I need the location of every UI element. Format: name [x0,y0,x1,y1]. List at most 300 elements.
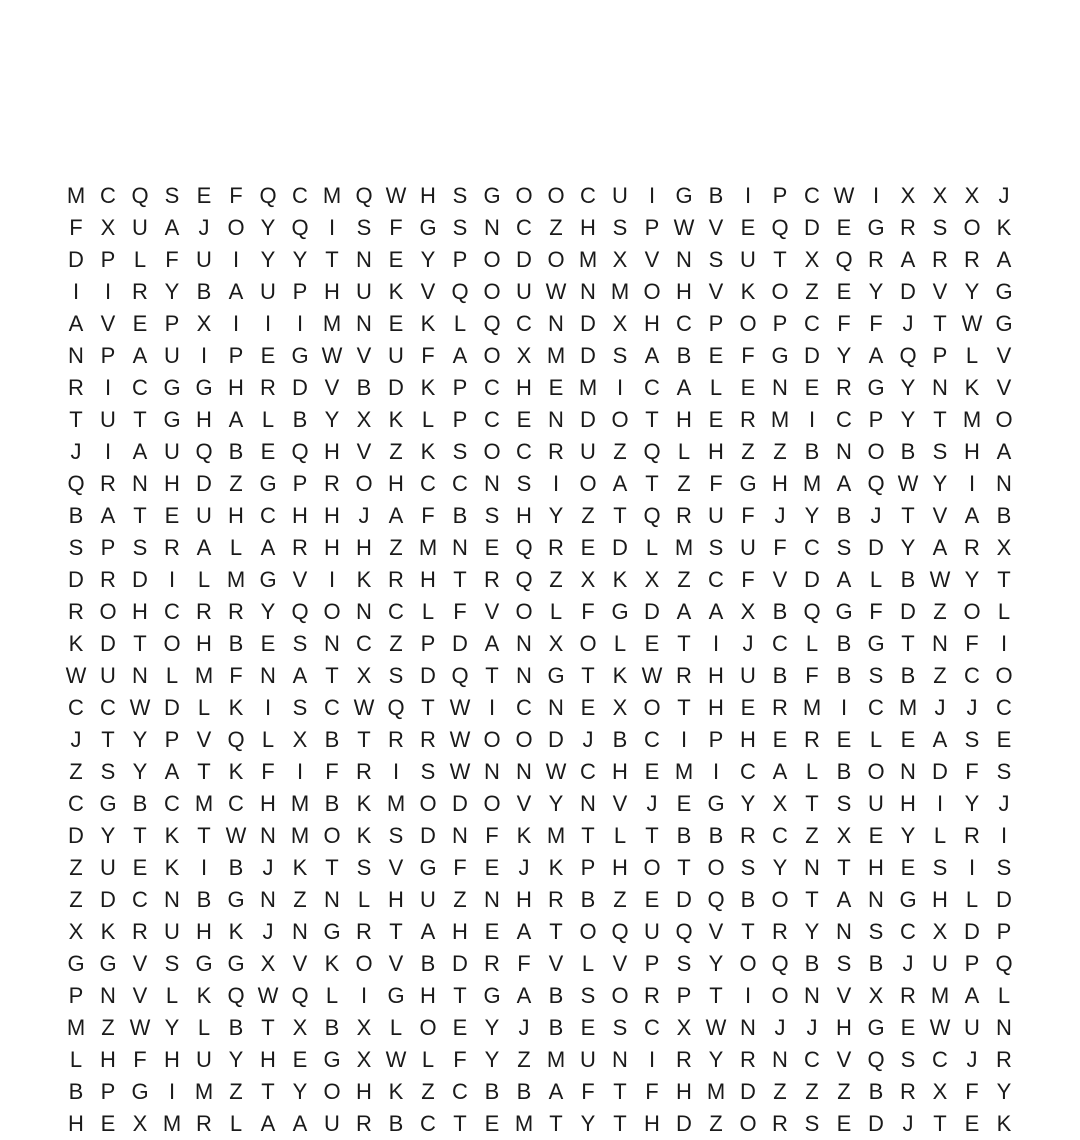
letter-cell[interactable]: A [996,439,1012,464]
letter-cell[interactable]: T [549,1111,563,1136]
letter-cell[interactable]: H [164,471,180,496]
letter-cell[interactable]: O [579,471,597,496]
letter-cell[interactable]: C [516,311,532,336]
letter-cell[interactable]: F [965,631,979,656]
letter-cell[interactable]: Y [164,1015,180,1040]
letter-cell[interactable]: F [517,951,531,976]
letter-cell[interactable]: Z [933,599,947,624]
letter-cell[interactable]: Q [771,215,789,240]
letter-cell[interactable]: E [580,1015,596,1040]
letter-cell[interactable]: T [133,631,147,656]
letter-cell[interactable]: L [389,1015,403,1040]
letter-cell[interactable]: B [548,1015,564,1040]
letter-cell[interactable]: Q [643,439,661,464]
letter-cell[interactable]: R [196,1111,212,1136]
letter-cell[interactable]: O [419,1015,437,1040]
letter-cell[interactable]: E [260,439,276,464]
letter-cell[interactable]: R [836,375,852,400]
letter-cell[interactable]: G [867,631,885,656]
letter-cell[interactable]: K [996,1111,1012,1136]
letter-cell[interactable]: S [452,183,468,208]
letter-cell[interactable]: S [932,439,948,464]
letter-cell[interactable]: J [998,791,1010,816]
letter-cell[interactable]: F [741,567,755,592]
letter-cell[interactable]: Z [837,1079,851,1104]
letter-cell[interactable]: U [100,663,116,688]
letter-cell[interactable]: Z [581,503,595,528]
letter-cell[interactable]: C [580,183,596,208]
letter-cell[interactable]: T [677,695,691,720]
letter-cell[interactable]: I [72,279,80,304]
letter-cell[interactable]: K [356,823,372,848]
letter-cell[interactable]: C [164,791,180,816]
letter-cell[interactable]: T [197,823,211,848]
letter-cell[interactable]: X [612,695,628,720]
letter-cell[interactable]: W [385,183,407,208]
letter-cell[interactable]: G [995,279,1013,304]
letter-cell[interactable]: A [548,1079,564,1104]
letter-cell[interactable]: H [676,1079,692,1104]
letter-cell[interactable]: F [453,855,467,880]
letter-cell[interactable]: J [806,1015,818,1040]
letter-cell[interactable]: E [836,727,852,752]
letter-cell[interactable]: C [68,695,84,720]
letter-cell[interactable]: T [645,407,659,432]
letter-cell[interactable]: T [709,983,723,1008]
letter-cell[interactable]: A [484,631,500,656]
letter-cell[interactable]: D [164,695,180,720]
letter-cell[interactable]: A [228,279,244,304]
letter-cell[interactable]: E [836,1111,852,1136]
letter-cell[interactable]: N [548,695,564,720]
letter-cell[interactable]: E [804,375,820,400]
letter-cell[interactable]: Z [389,631,403,656]
letter-cell[interactable]: Q [995,951,1013,976]
letter-cell[interactable]: C [356,631,372,656]
letter-cell[interactable]: H [132,599,148,624]
letter-cell[interactable]: T [613,1111,627,1136]
letter-cell[interactable]: S [900,1047,916,1072]
letter-cell[interactable]: J [518,855,530,880]
letter-cell[interactable]: E [644,631,660,656]
letter-cell[interactable]: H [324,503,340,528]
letter-cell[interactable]: X [356,407,372,432]
letter-cell[interactable]: K [420,439,436,464]
letter-cell[interactable]: X [932,183,948,208]
letter-cell[interactable]: I [200,855,208,880]
letter-cell[interactable]: Z [101,1015,115,1040]
letter-cell[interactable]: S [580,983,596,1008]
letter-cell[interactable]: X [836,823,852,848]
letter-cell[interactable]: R [548,887,564,912]
letter-cell[interactable]: A [932,727,948,752]
letter-cell[interactable]: U [100,407,116,432]
letter-cell[interactable]: T [613,1079,627,1104]
letter-cell[interactable]: W [705,1015,727,1040]
letter-cell[interactable]: L [421,407,435,432]
letter-cell[interactable]: V [356,343,372,368]
letter-cell[interactable]: N [676,247,692,272]
letter-cell[interactable]: D [100,631,116,656]
letter-cell[interactable]: Z [69,887,83,912]
letter-cell[interactable]: H [836,1015,852,1040]
letter-cell[interactable]: A [228,407,244,432]
letter-cell[interactable]: P [164,727,180,752]
letter-cell[interactable]: I [264,695,272,720]
letter-cell[interactable]: I [808,407,816,432]
letter-cell[interactable]: M [514,1111,534,1136]
letter-cell[interactable]: S [612,215,628,240]
letter-cell[interactable]: L [805,631,819,656]
letter-cell[interactable]: E [740,695,756,720]
letter-cell[interactable]: Z [389,439,403,464]
letter-cell[interactable]: C [996,695,1012,720]
letter-cell[interactable]: N [484,887,500,912]
letter-cell[interactable]: G [739,471,757,496]
letter-cell[interactable]: V [484,599,500,624]
letter-cell[interactable]: A [292,1111,308,1136]
letter-cell[interactable]: O [483,439,501,464]
letter-cell[interactable]: Q [515,535,533,560]
letter-cell[interactable]: E [388,247,404,272]
letter-cell[interactable]: N [548,311,564,336]
letter-cell[interactable]: T [261,1015,275,1040]
letter-cell[interactable]: D [452,951,468,976]
letter-cell[interactable]: P [452,375,468,400]
letter-cell[interactable]: A [164,759,180,784]
letter-cell[interactable]: B [772,599,788,624]
letter-cell[interactable]: X [196,311,212,336]
letter-cell[interactable]: Y [932,471,948,496]
letter-cell[interactable]: R [932,247,948,272]
letter-cell[interactable]: Y [484,1015,500,1040]
letter-cell[interactable]: S [868,663,884,688]
letter-cell[interactable]: B [612,727,628,752]
letter-cell[interactable]: Y [708,951,724,976]
letter-cell[interactable]: U [740,535,756,560]
letter-cell[interactable]: S [388,663,404,688]
letter-cell[interactable]: D [676,1111,692,1136]
letter-cell[interactable]: I [872,183,880,208]
letter-cell[interactable]: O [483,247,501,272]
letter-cell[interactable]: P [676,983,692,1008]
letter-cell[interactable]: C [516,439,532,464]
letter-cell[interactable]: Y [132,759,148,784]
letter-cell[interactable]: C [132,375,148,400]
letter-cell[interactable]: U [164,919,180,944]
letter-cell[interactable]: E [644,887,660,912]
letter-cell[interactable]: G [675,183,693,208]
letter-cell[interactable]: L [69,1047,83,1072]
letter-cell[interactable]: Z [69,759,83,784]
letter-cell[interactable]: E [836,215,852,240]
letter-cell[interactable]: N [580,279,596,304]
letter-cell[interactable]: M [770,407,790,432]
letter-cell[interactable]: R [292,535,308,560]
letter-cell[interactable]: Z [805,823,819,848]
letter-cell[interactable]: O [643,695,661,720]
letter-cell[interactable]: E [164,503,180,528]
letter-cell[interactable]: G [227,887,245,912]
letter-cell[interactable]: G [323,919,341,944]
letter-cell[interactable]: U [580,1047,596,1072]
letter-cell[interactable]: L [709,375,723,400]
letter-cell[interactable]: B [484,1079,500,1104]
letter-cell[interactable]: L [133,247,147,272]
letter-cell[interactable]: L [869,727,883,752]
letter-cell[interactable]: Z [773,439,787,464]
letter-cell[interactable]: V [996,375,1012,400]
letter-cell[interactable]: R [388,567,404,592]
letter-cell[interactable]: N [100,983,116,1008]
letter-cell[interactable]: T [453,567,467,592]
letter-cell[interactable]: R [132,279,148,304]
letter-cell[interactable]: Y [804,503,820,528]
letter-cell[interactable]: P [164,311,180,336]
letter-cell[interactable]: R [484,951,500,976]
letter-cell[interactable]: J [902,1111,914,1136]
letter-cell[interactable]: L [325,983,339,1008]
letter-cell[interactable]: E [484,855,500,880]
letter-cell[interactable]: D [804,567,820,592]
letter-cell[interactable]: S [132,535,148,560]
letter-cell[interactable]: O [611,407,629,432]
letter-cell[interactable]: O [995,663,1013,688]
letter-cell[interactable]: Z [677,567,691,592]
letter-cell[interactable]: Q [899,343,917,368]
letter-cell[interactable]: B [324,1015,340,1040]
letter-cell[interactable]: Q [835,247,853,272]
letter-cell[interactable]: R [676,1047,692,1072]
letter-cell[interactable]: E [292,1047,308,1072]
letter-cell[interactable]: C [324,695,340,720]
letter-cell[interactable]: K [228,919,244,944]
letter-cell[interactable]: O [995,407,1013,432]
letter-cell[interactable]: S [612,1015,628,1040]
letter-cell[interactable]: F [389,215,403,240]
letter-cell[interactable]: T [805,887,819,912]
letter-cell[interactable]: C [932,1047,948,1072]
letter-cell[interactable]: B [548,983,564,1008]
letter-cell[interactable]: K [100,919,116,944]
letter-cell[interactable]: L [197,695,211,720]
letter-cell[interactable]: C [516,695,532,720]
letter-cell[interactable]: U [164,343,180,368]
letter-cell[interactable]: I [1000,631,1008,656]
letter-cell[interactable]: M [194,1079,214,1104]
letter-cell[interactable]: H [196,919,212,944]
letter-cell[interactable]: U [932,951,948,976]
letter-cell[interactable]: H [196,407,212,432]
letter-cell[interactable]: U [100,855,116,880]
letter-cell[interactable]: Y [292,247,308,272]
letter-cell[interactable]: Z [453,887,467,912]
letter-cell[interactable]: A [836,471,852,496]
letter-cell[interactable]: H [708,695,724,720]
letter-cell[interactable]: A [516,983,532,1008]
letter-cell[interactable]: H [932,887,948,912]
letter-cell[interactable]: N [804,983,820,1008]
letter-cell[interactable]: R [228,599,244,624]
letter-cell[interactable]: R [740,823,756,848]
letter-cell[interactable]: O [483,343,501,368]
letter-cell[interactable]: P [996,919,1012,944]
letter-cell[interactable]: C [804,311,820,336]
letter-cell[interactable]: M [674,759,694,784]
letter-cell[interactable]: L [965,343,979,368]
letter-cell[interactable]: O [355,471,373,496]
letter-cell[interactable]: S [100,759,116,784]
letter-cell[interactable]: T [357,727,371,752]
letter-cell[interactable]: G [259,567,277,592]
letter-cell[interactable]: H [324,535,340,560]
letter-cell[interactable]: B [356,375,372,400]
letter-cell[interactable]: P [708,727,724,752]
letter-cell[interactable]: O [227,215,245,240]
letter-cell[interactable]: X [868,983,884,1008]
letter-cell[interactable]: A [68,311,84,336]
letter-cell[interactable]: V [836,1047,852,1072]
letter-cell[interactable]: X [612,311,628,336]
letter-cell[interactable]: V [708,919,724,944]
letter-cell[interactable]: E [548,375,564,400]
letter-cell[interactable]: Q [515,567,533,592]
letter-cell[interactable]: J [774,1015,786,1040]
letter-cell[interactable]: G [67,951,85,976]
letter-cell[interactable]: P [100,1079,116,1104]
letter-cell[interactable]: T [133,823,147,848]
letter-cell[interactable]: X [676,1015,692,1040]
letter-cell[interactable]: L [677,439,691,464]
letter-cell[interactable]: A [996,247,1012,272]
letter-cell[interactable]: I [648,183,656,208]
letter-cell[interactable]: O [323,599,341,624]
letter-cell[interactable]: N [516,663,532,688]
letter-cell[interactable]: H [292,503,308,528]
letter-cell[interactable]: R [260,375,276,400]
letter-cell[interactable]: H [676,407,692,432]
letter-cell[interactable]: P [868,407,884,432]
letter-cell[interactable]: K [356,791,372,816]
letter-cell[interactable]: T [101,727,115,752]
letter-cell[interactable]: O [739,951,757,976]
letter-cell[interactable]: K [548,855,564,880]
letter-cell[interactable]: I [328,567,336,592]
letter-cell[interactable]: Z [69,855,83,880]
letter-cell[interactable]: A [932,535,948,560]
letter-cell[interactable]: A [644,343,660,368]
letter-cell[interactable]: M [546,1047,566,1072]
letter-cell[interactable]: Y [260,215,276,240]
letter-cell[interactable]: F [965,759,979,784]
letter-cell[interactable]: R [740,407,756,432]
letter-cell[interactable]: U [196,247,212,272]
letter-cell[interactable]: I [552,471,560,496]
letter-cell[interactable]: O [483,791,501,816]
letter-cell[interactable]: Q [867,471,885,496]
letter-cell[interactable]: Y [900,407,916,432]
letter-cell[interactable]: H [676,279,692,304]
letter-cell[interactable]: U [580,439,596,464]
letter-cell[interactable]: S [452,439,468,464]
letter-cell[interactable]: T [197,759,211,784]
letter-cell[interactable]: T [645,823,659,848]
letter-cell[interactable]: H [324,439,340,464]
letter-cell[interactable]: W [641,663,663,688]
letter-cell[interactable]: T [581,823,595,848]
letter-cell[interactable]: K [356,567,372,592]
letter-cell[interactable]: F [869,311,883,336]
letter-cell[interactable]: M [66,183,86,208]
letter-cell[interactable]: W [129,1015,151,1040]
letter-cell[interactable]: D [68,247,84,272]
letter-cell[interactable]: A [836,567,852,592]
letter-cell[interactable]: W [353,695,375,720]
letter-cell[interactable]: T [453,983,467,1008]
letter-cell[interactable]: K [388,407,404,432]
letter-cell[interactable]: M [290,823,310,848]
letter-cell[interactable]: C [740,759,756,784]
letter-cell[interactable]: Y [260,599,276,624]
letter-cell[interactable]: C [452,1079,468,1104]
letter-cell[interactable]: D [580,343,596,368]
letter-cell[interactable]: H [644,311,660,336]
letter-cell[interactable]: C [804,183,820,208]
letter-cell[interactable]: C [644,1015,660,1040]
letter-cell[interactable]: H [420,183,436,208]
letter-cell[interactable]: M [322,311,342,336]
letter-cell[interactable]: S [612,343,628,368]
letter-cell[interactable]: K [324,951,340,976]
letter-cell[interactable]: V [708,215,724,240]
letter-cell[interactable]: R [484,567,500,592]
letter-cell[interactable]: R [324,471,340,496]
letter-cell[interactable]: R [676,503,692,528]
letter-cell[interactable]: P [100,343,116,368]
letter-cell[interactable]: J [70,727,82,752]
letter-cell[interactable]: N [580,791,596,816]
letter-cell[interactable]: I [936,791,944,816]
letter-cell[interactable]: N [452,535,468,560]
letter-cell[interactable]: X [644,567,660,592]
letter-cell[interactable]: Q [707,887,725,912]
letter-cell[interactable]: I [392,759,400,784]
letter-cell[interactable]: C [484,407,500,432]
letter-cell[interactable]: D [580,311,596,336]
letter-cell[interactable]: Y [164,279,180,304]
letter-cell[interactable]: Q [291,599,309,624]
letter-cell[interactable]: F [741,343,755,368]
letter-cell[interactable]: F [421,343,435,368]
letter-cell[interactable]: S [484,503,500,528]
letter-cell[interactable]: V [612,951,628,976]
letter-cell[interactable]: W [545,279,567,304]
letter-cell[interactable]: C [68,791,84,816]
letter-cell[interactable]: C [804,1047,820,1072]
letter-cell[interactable]: B [708,823,724,848]
letter-cell[interactable]: G [163,375,181,400]
letter-cell[interactable]: N [132,663,148,688]
letter-cell[interactable]: S [996,759,1012,784]
letter-cell[interactable]: C [420,471,436,496]
letter-cell[interactable]: V [196,727,212,752]
letter-cell[interactable]: W [385,1047,407,1072]
letter-cell[interactable]: X [740,599,756,624]
letter-cell[interactable]: I [648,1047,656,1072]
letter-cell[interactable]: O [771,887,789,912]
letter-cell[interactable]: L [933,823,947,848]
letter-cell[interactable]: I [712,631,720,656]
